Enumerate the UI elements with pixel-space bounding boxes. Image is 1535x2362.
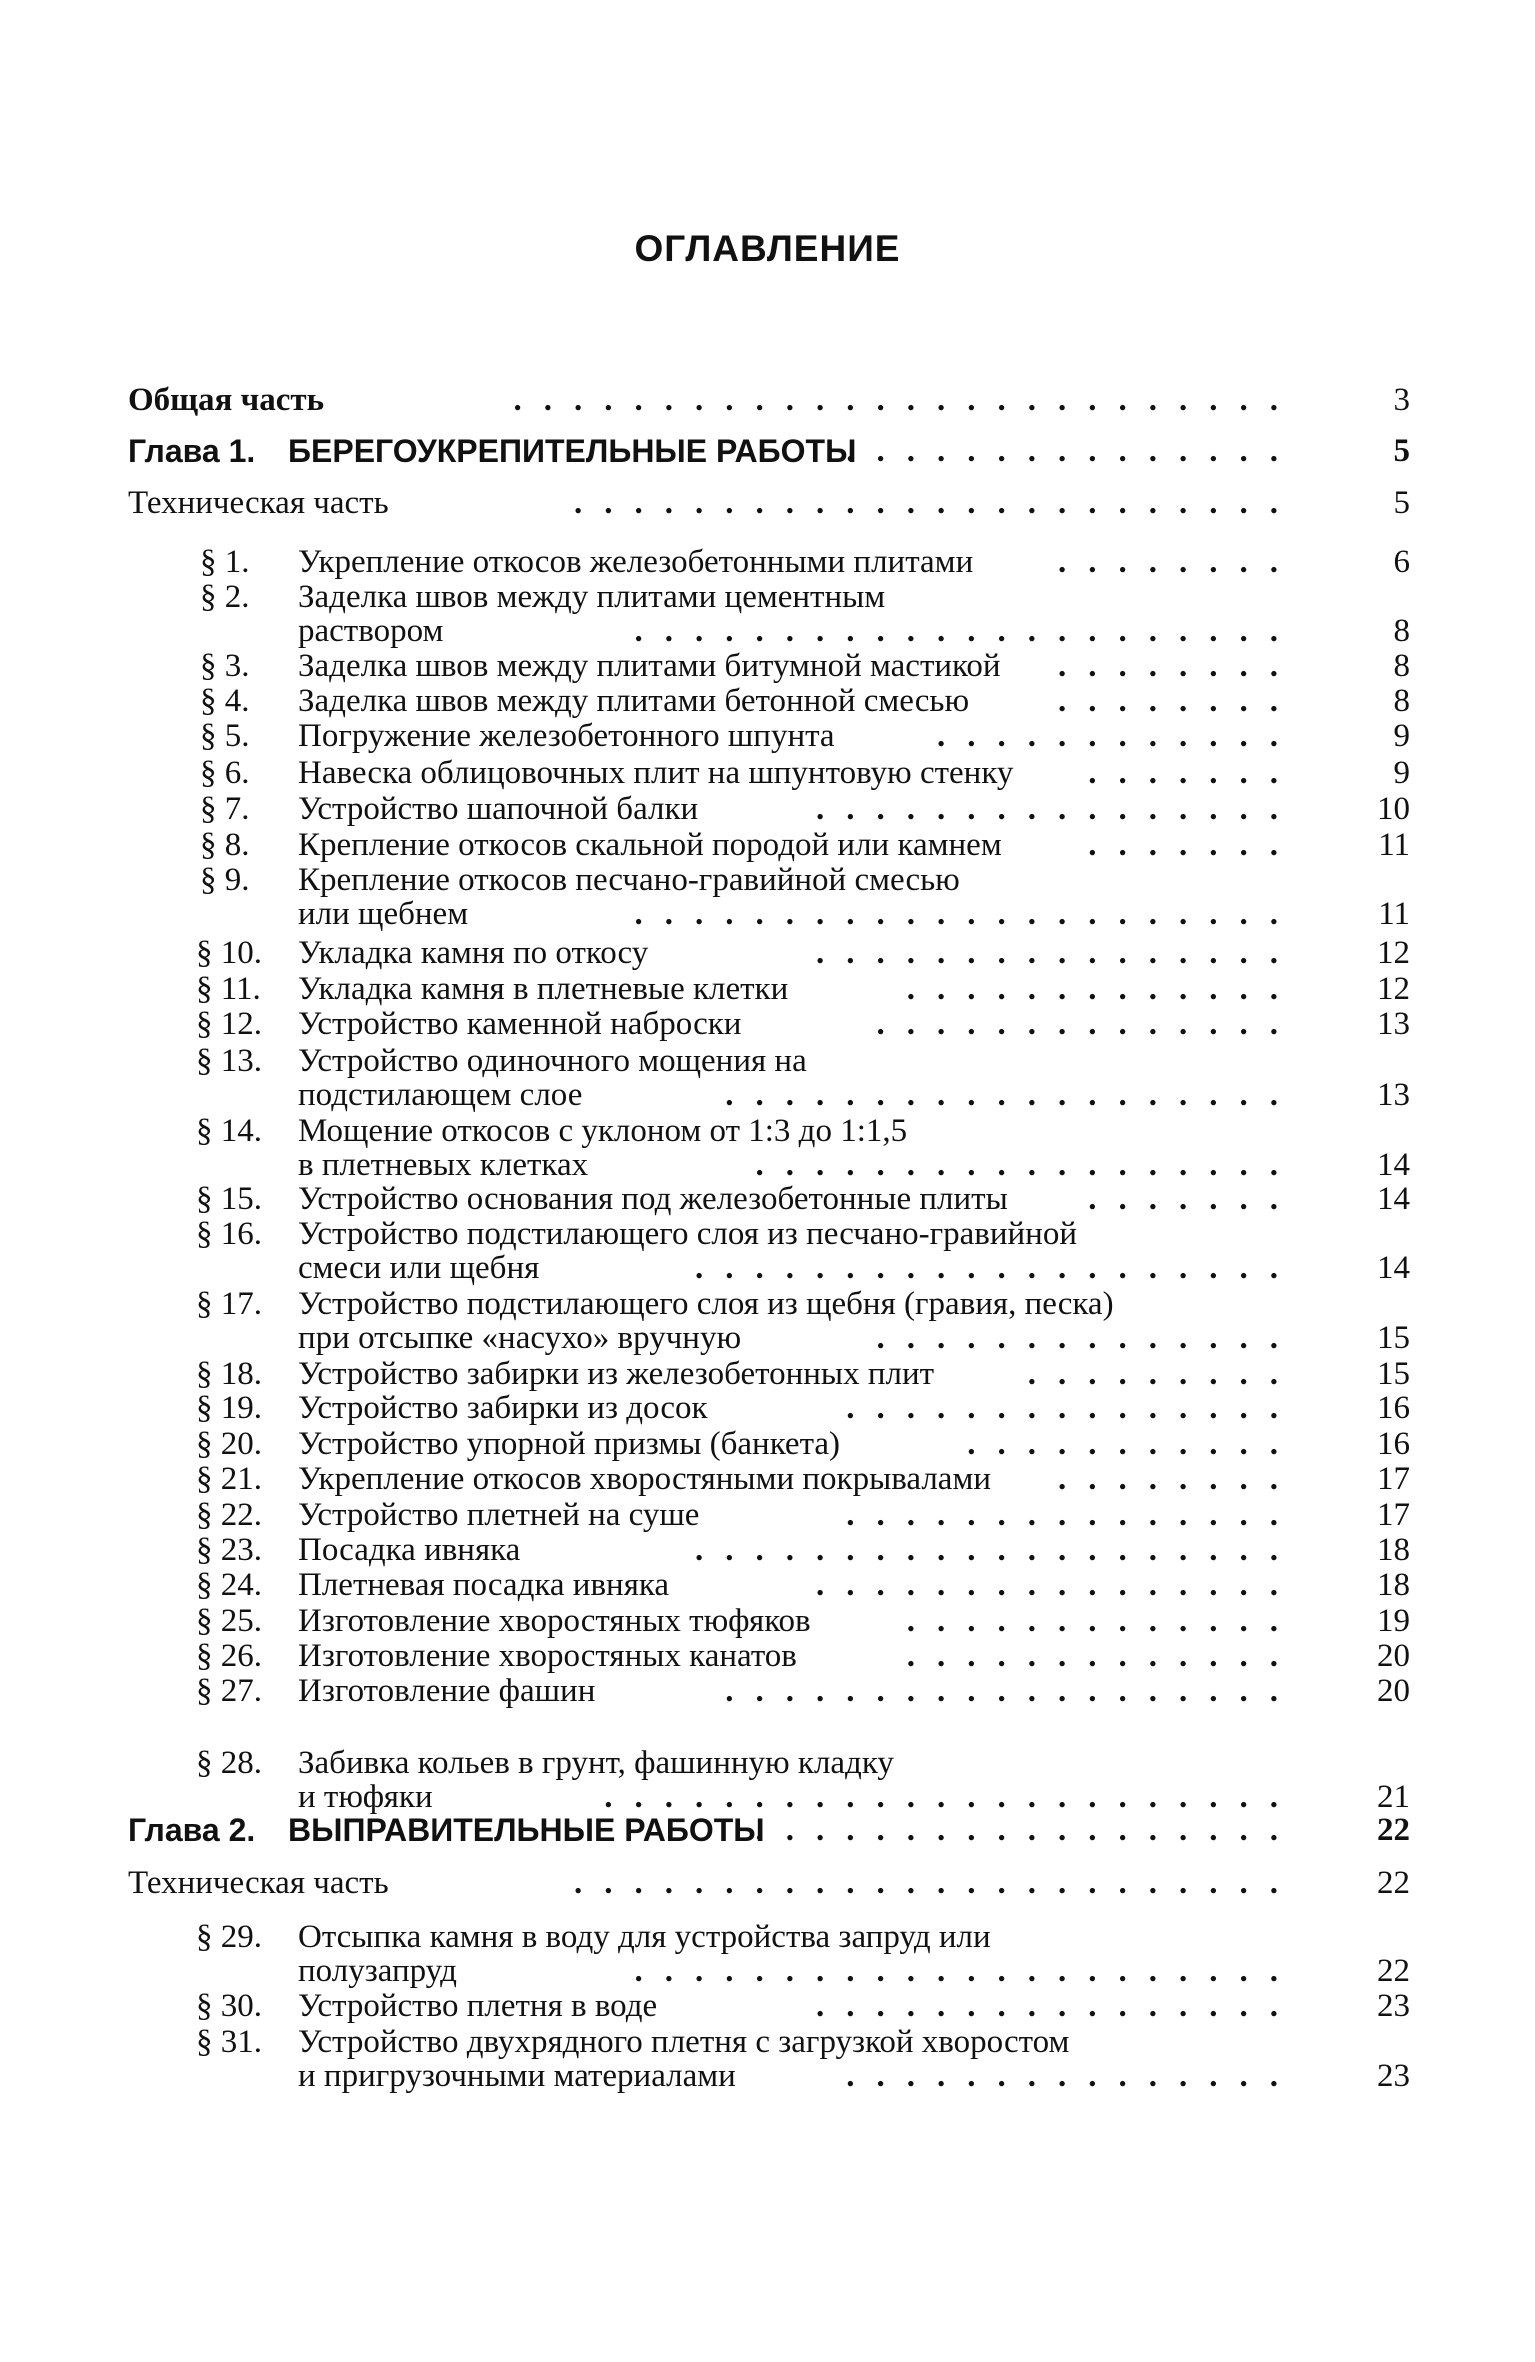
dot-leader: .......	[1088, 827, 1300, 863]
page-number: 5	[1393, 433, 1410, 469]
section-title: и пригрузочными материалами	[298, 2058, 736, 2094]
part-title: Техническая часть	[128, 1865, 389, 1901]
dot-leader: ..........................	[513, 382, 1300, 418]
section-title: Посадка ивняка	[298, 1532, 521, 1568]
section-number: § 17.	[196, 1286, 262, 1322]
section-title: Плетневая посадка ивняка	[298, 1567, 670, 1603]
section-number: § 14.	[196, 1113, 262, 1149]
section-number: § 8.	[200, 827, 250, 863]
section-title: или щебнем	[298, 896, 469, 932]
dot-leader: ...............	[846, 433, 1300, 469]
page-number: 16	[1377, 1390, 1410, 1426]
section-title: раствором	[298, 613, 444, 649]
dot-leader: ...............	[846, 1497, 1300, 1533]
page-title: ОГЛАВЛЕНИЕ	[634, 228, 901, 269]
dot-leader: ......................	[634, 613, 1300, 649]
part-title: Общая часть	[128, 382, 325, 418]
section-number: § 18.	[196, 1356, 262, 1392]
dot-leader: ........	[1058, 1461, 1300, 1497]
section-title: Изготовление хворостяных тюфяков	[298, 1603, 811, 1639]
dot-leader: ..................	[755, 1147, 1300, 1183]
section-number: § 26.	[196, 1638, 262, 1674]
dot-leader: ......................	[634, 1953, 1300, 1989]
page-number: 22	[1377, 1865, 1410, 1901]
section-title: Устройство каменной наброски	[298, 1006, 742, 1042]
section-title: Погружение железобетонного шпунта	[298, 718, 835, 754]
page-number: 23	[1377, 1988, 1410, 2024]
section-number: § 25.	[196, 1603, 262, 1639]
section-title: Устройство подстилающего слоя из песчано-гравийной	[298, 1216, 1077, 1252]
dot-leader: ................	[816, 935, 1300, 971]
page-number: 20	[1377, 1638, 1410, 1674]
section-title: Заделка швов между плитами цементным	[298, 579, 886, 615]
section-title: Укрепление откосов хворостяными покрывалами	[298, 1461, 991, 1497]
section-title: Забивка кольев в грунт, фашинную кладку	[298, 1745, 894, 1781]
section-number: § 11.	[196, 971, 261, 1007]
section-number: § 13.	[196, 1043, 262, 1079]
section-number: § 12.	[196, 1006, 262, 1042]
dot-leader: ........	[1058, 648, 1300, 684]
page-number: 15	[1377, 1356, 1410, 1392]
section-number: § 9.	[200, 862, 250, 898]
page-number: 11	[1378, 896, 1410, 932]
dot-leader: ....................	[695, 1250, 1300, 1286]
dot-leader: ........................	[574, 485, 1300, 521]
dot-leader: ...................	[725, 1673, 1300, 1709]
page-number: 3	[1393, 382, 1410, 418]
section-title: Устройство забирки из досок	[298, 1390, 708, 1426]
section-number: § 3.	[200, 648, 250, 684]
page-number: 12	[1377, 935, 1410, 971]
page-number: 20	[1377, 1673, 1410, 1709]
section-title: Изготовление фашин	[298, 1673, 596, 1709]
section-number: § 20.	[196, 1426, 262, 1462]
page-number: 16	[1377, 1426, 1410, 1462]
section-number: § 30.	[196, 1988, 262, 2024]
dot-leader: ........................	[574, 1865, 1300, 1901]
chapter-title: БЕРЕГОУКРЕПИТЕЛЬНЫЕ РАБОТЫ	[288, 433, 857, 469]
dot-leader: .......	[1088, 755, 1300, 791]
chapter-label: Глава 2.	[128, 1812, 256, 1848]
page-number: 13	[1377, 1006, 1410, 1042]
section-title: при отсыпке «насухо» вручную	[298, 1320, 742, 1356]
chapter-title: ВЫПРАВИТЕЛЬНЫЕ РАБОТЫ	[288, 1812, 765, 1848]
dot-leader: ................	[816, 1567, 1300, 1603]
section-number: § 28.	[196, 1745, 262, 1781]
page-number: 21	[1377, 1779, 1410, 1815]
dot-leader: .........	[1027, 1356, 1300, 1392]
section-number: § 2.	[200, 579, 250, 615]
page-number: 14	[1377, 1147, 1410, 1183]
page-number: 22	[1377, 1812, 1410, 1848]
section-title: Заделка швов между плитами бетонной смесью	[298, 683, 970, 719]
section-title: Изготовление хворостяных канатов	[298, 1638, 797, 1674]
dot-leader: .......	[1088, 1181, 1300, 1217]
section-number: § 15.	[196, 1181, 262, 1217]
section-number: § 31.	[196, 2024, 262, 2060]
section-title: Навеска облицовочных плит на шпунтовую стенку	[298, 755, 1014, 791]
dot-leader: ............	[937, 718, 1300, 754]
page-number: 19	[1377, 1603, 1410, 1639]
section-title: Отсыпка камня в воду для устройства запруд или	[298, 1919, 991, 1955]
dot-leader: ...............	[846, 1390, 1300, 1426]
section-number: § 21.	[196, 1461, 262, 1497]
section-title: Крепление откосов скальной породой или камнем	[298, 827, 1002, 863]
section-number: § 22.	[196, 1497, 262, 1533]
dot-leader: ...................	[725, 1077, 1300, 1113]
page-number: 18	[1377, 1567, 1410, 1603]
section-title: полузапруд	[298, 1953, 457, 1989]
section-number: § 27.	[196, 1673, 262, 1709]
section-number: § 5.	[200, 718, 250, 754]
page-number: 9	[1393, 718, 1410, 754]
page-number: 8	[1393, 613, 1410, 649]
section-title: Устройство одиночного мощения на	[298, 1043, 807, 1079]
dot-leader: ................	[816, 791, 1300, 827]
page-number: 6	[1393, 544, 1410, 580]
section-title: Устройство упорной призмы (банкета)	[298, 1426, 841, 1462]
section-number: § 23.	[196, 1532, 262, 1568]
section-number: § 4.	[200, 683, 250, 719]
page-number: 8	[1393, 683, 1410, 719]
page-number: 14	[1377, 1250, 1410, 1286]
dot-leader: .......................	[604, 1779, 1300, 1815]
page-number: 17	[1377, 1461, 1410, 1497]
dot-leader: ......................	[634, 896, 1300, 932]
part-title: Техническая часть	[128, 485, 389, 521]
section-title: подстилающем слое	[298, 1077, 583, 1113]
section-title: Крепление откосов песчано-гравийной смесью	[298, 862, 960, 898]
page-number: 17	[1377, 1497, 1410, 1533]
section-number: § 6.	[200, 755, 250, 791]
section-number: § 10.	[196, 935, 262, 971]
page-number: 5	[1393, 485, 1410, 521]
page-number: 13	[1377, 1077, 1410, 1113]
dot-leader: ....................	[695, 1532, 1300, 1568]
page-number: 14	[1377, 1181, 1410, 1217]
dot-leader: ..............	[876, 1320, 1300, 1356]
section-title: Устройство плетня в воде	[298, 1988, 658, 2024]
section-title: и тюфяки	[298, 1779, 433, 1815]
section-title: в плетневых клетках	[298, 1147, 589, 1183]
section-title: Устройство подстилающего слоя из щебня (гравия, песка)	[298, 1286, 1114, 1322]
section-title: Укладка камня по откосу	[298, 935, 649, 971]
section-number: § 19.	[196, 1390, 262, 1426]
section-title: Мощение откосов с уклоном от 1:3 до 1:1,5	[298, 1113, 908, 1149]
section-title: Укладка камня в плетневые клетки	[298, 971, 789, 1007]
section-number: § 16.	[196, 1216, 262, 1252]
page-number: 18	[1377, 1532, 1410, 1568]
section-title: Устройство забирки из железобетонных плит	[298, 1356, 935, 1392]
section-title: Устройство шапочной балки	[298, 791, 699, 827]
section-title: смеси или щебня	[298, 1250, 540, 1286]
dot-leader: .............	[906, 1603, 1300, 1639]
page-number: 15	[1377, 1320, 1410, 1356]
section-number: § 24.	[196, 1567, 262, 1603]
section-title: Заделка швов между плитами битумной мастикой	[298, 648, 1001, 684]
dot-leader: ................	[816, 1988, 1300, 2024]
section-number: § 1.	[200, 544, 250, 580]
dot-leader: .............	[906, 1638, 1300, 1674]
section-title: Устройство плетней на суше	[298, 1497, 700, 1533]
dot-leader: ........	[1058, 544, 1300, 580]
section-title: Устройство основания под железобетонные плиты	[298, 1181, 1008, 1217]
dot-leader: ........	[1058, 683, 1300, 719]
section-number: § 7.	[200, 791, 250, 827]
page-number: 22	[1377, 1953, 1410, 1989]
page-number: 9	[1393, 755, 1410, 791]
dot-leader: ..................	[755, 1812, 1300, 1848]
section-number: § 29.	[196, 1919, 262, 1955]
page-number: 8	[1393, 648, 1410, 684]
page-number: 23	[1377, 2058, 1410, 2094]
dot-leader: ...........	[967, 1426, 1300, 1462]
page-number: 10	[1377, 791, 1410, 827]
chapter-label: Глава 1.	[128, 433, 256, 469]
dot-leader: ...............	[846, 2058, 1300, 2094]
dot-leader: ..............	[876, 1006, 1300, 1042]
dot-leader: .............	[906, 971, 1300, 1007]
section-title: Укрепление откосов железобетонными плитами	[298, 544, 974, 580]
section-title: Устройство двухрядного плетня с загрузкой хворостом	[298, 2024, 1070, 2060]
page-number: 11	[1378, 827, 1410, 863]
page-number: 12	[1377, 971, 1410, 1007]
